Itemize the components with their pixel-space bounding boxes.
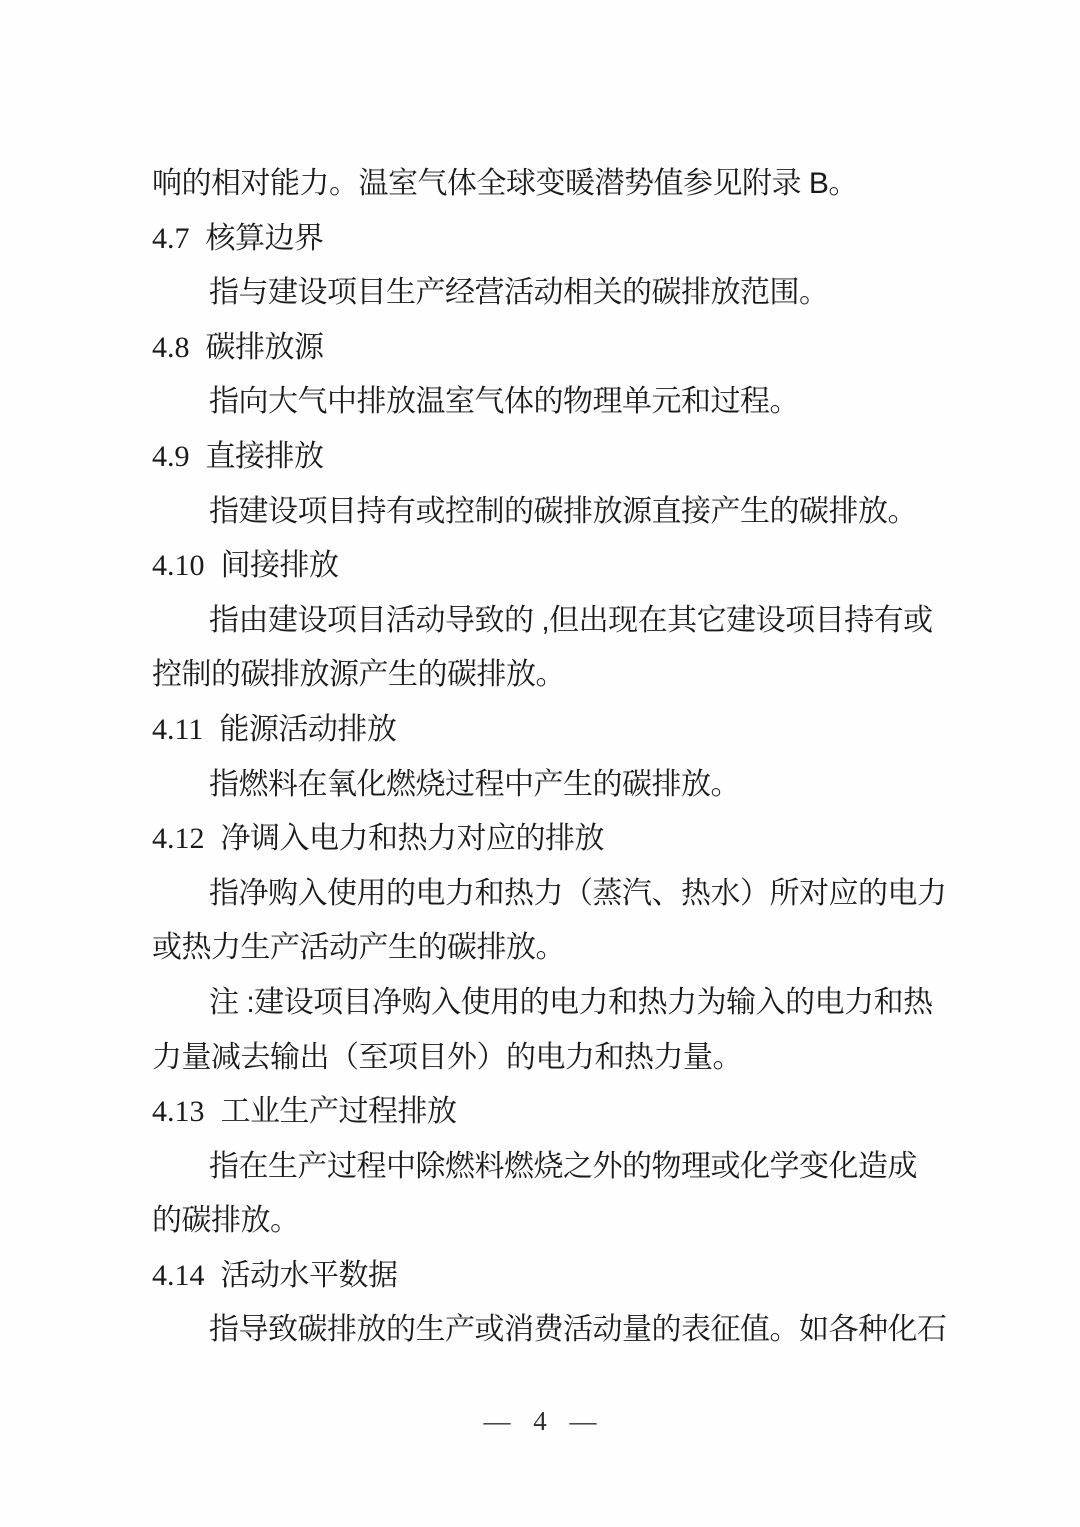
paragraph-line: 力量减去输出（至项目外）的电力和热力量。 — [152, 1040, 742, 1074]
page-footer — [0, 1396, 1080, 1446]
section-heading — [152, 1085, 952, 1140]
paragraph-first-line: 指向大气中排放温室气体的物理单元和过程。 — [209, 385, 799, 419]
paragraph-first-line: 指在生产过程中除燃料燃烧之外的物理或化学变化造成 — [209, 1149, 917, 1183]
section-heading — [152, 703, 952, 758]
section-title: 工业生产过程排放 — [220, 1095, 457, 1129]
section-title: 能源活动排放 — [219, 712, 397, 746]
document-body — [152, 157, 952, 1358]
section-heading — [152, 539, 952, 594]
section-heading — [152, 812, 952, 867]
section-title: 活动水平数据 — [220, 1258, 398, 1292]
section-number: 4.13 — [152, 1095, 205, 1129]
section-heading — [152, 1249, 952, 1304]
section-number: 4.8 — [152, 330, 190, 364]
section-heading — [152, 212, 952, 267]
paragraph-line: 或热力生产活动产生的碳排放。 — [152, 931, 565, 965]
paragraph-first-line: 指建设项目持有或控制的碳排放源直接产生的碳排放。 — [209, 494, 917, 528]
section-number: 4.12 — [152, 822, 205, 856]
section-number: 4.7 — [152, 221, 190, 255]
section-heading — [152, 321, 952, 376]
section-title: 碳排放源 — [205, 330, 324, 364]
paragraph-line: 控制的碳排放源产生的碳排放。 — [152, 658, 565, 692]
paragraph-line: 响的相对能力。温室气体全球变暖潜势值参见附录 B。 — [152, 167, 858, 200]
section-title: 直接排放 — [205, 439, 324, 473]
section-number: 4.11 — [152, 712, 204, 746]
paragraph-first-line: 指导致碳排放的生产或消费活动量的表征值。如各种化石 — [209, 1313, 947, 1347]
paragraph-first-line: 指与建设项目生产经营活动相关的碳排放范围。 — [209, 276, 829, 310]
paragraph-first-line: 指净购入使用的电力和热力（蒸汽、热水）所对应的电力 — [209, 876, 947, 910]
section-heading — [152, 430, 952, 485]
page-number: — 4 — — [483, 1406, 597, 1436]
paragraph-first-line: 指由建设项目活动导致的 ,但出现在其它建设项目持有或 — [209, 603, 933, 637]
paragraph-first-line: 注 :建设项目净购入使用的电力和热力为输入的电力和热 — [209, 985, 933, 1019]
paragraph-first-line: 指燃料在氧化燃烧过程中产生的碳排放。 — [209, 767, 740, 801]
section-number: 4.9 — [152, 439, 190, 473]
section-title: 净调入电力和热力对应的排放 — [220, 822, 604, 856]
section-number: 4.14 — [152, 1258, 205, 1292]
section-title: 核算边界 — [205, 221, 324, 255]
section-title: 间接排放 — [220, 549, 339, 583]
section-number: 4.10 — [152, 549, 205, 583]
paragraph-line: 的碳排放。 — [152, 1204, 300, 1238]
